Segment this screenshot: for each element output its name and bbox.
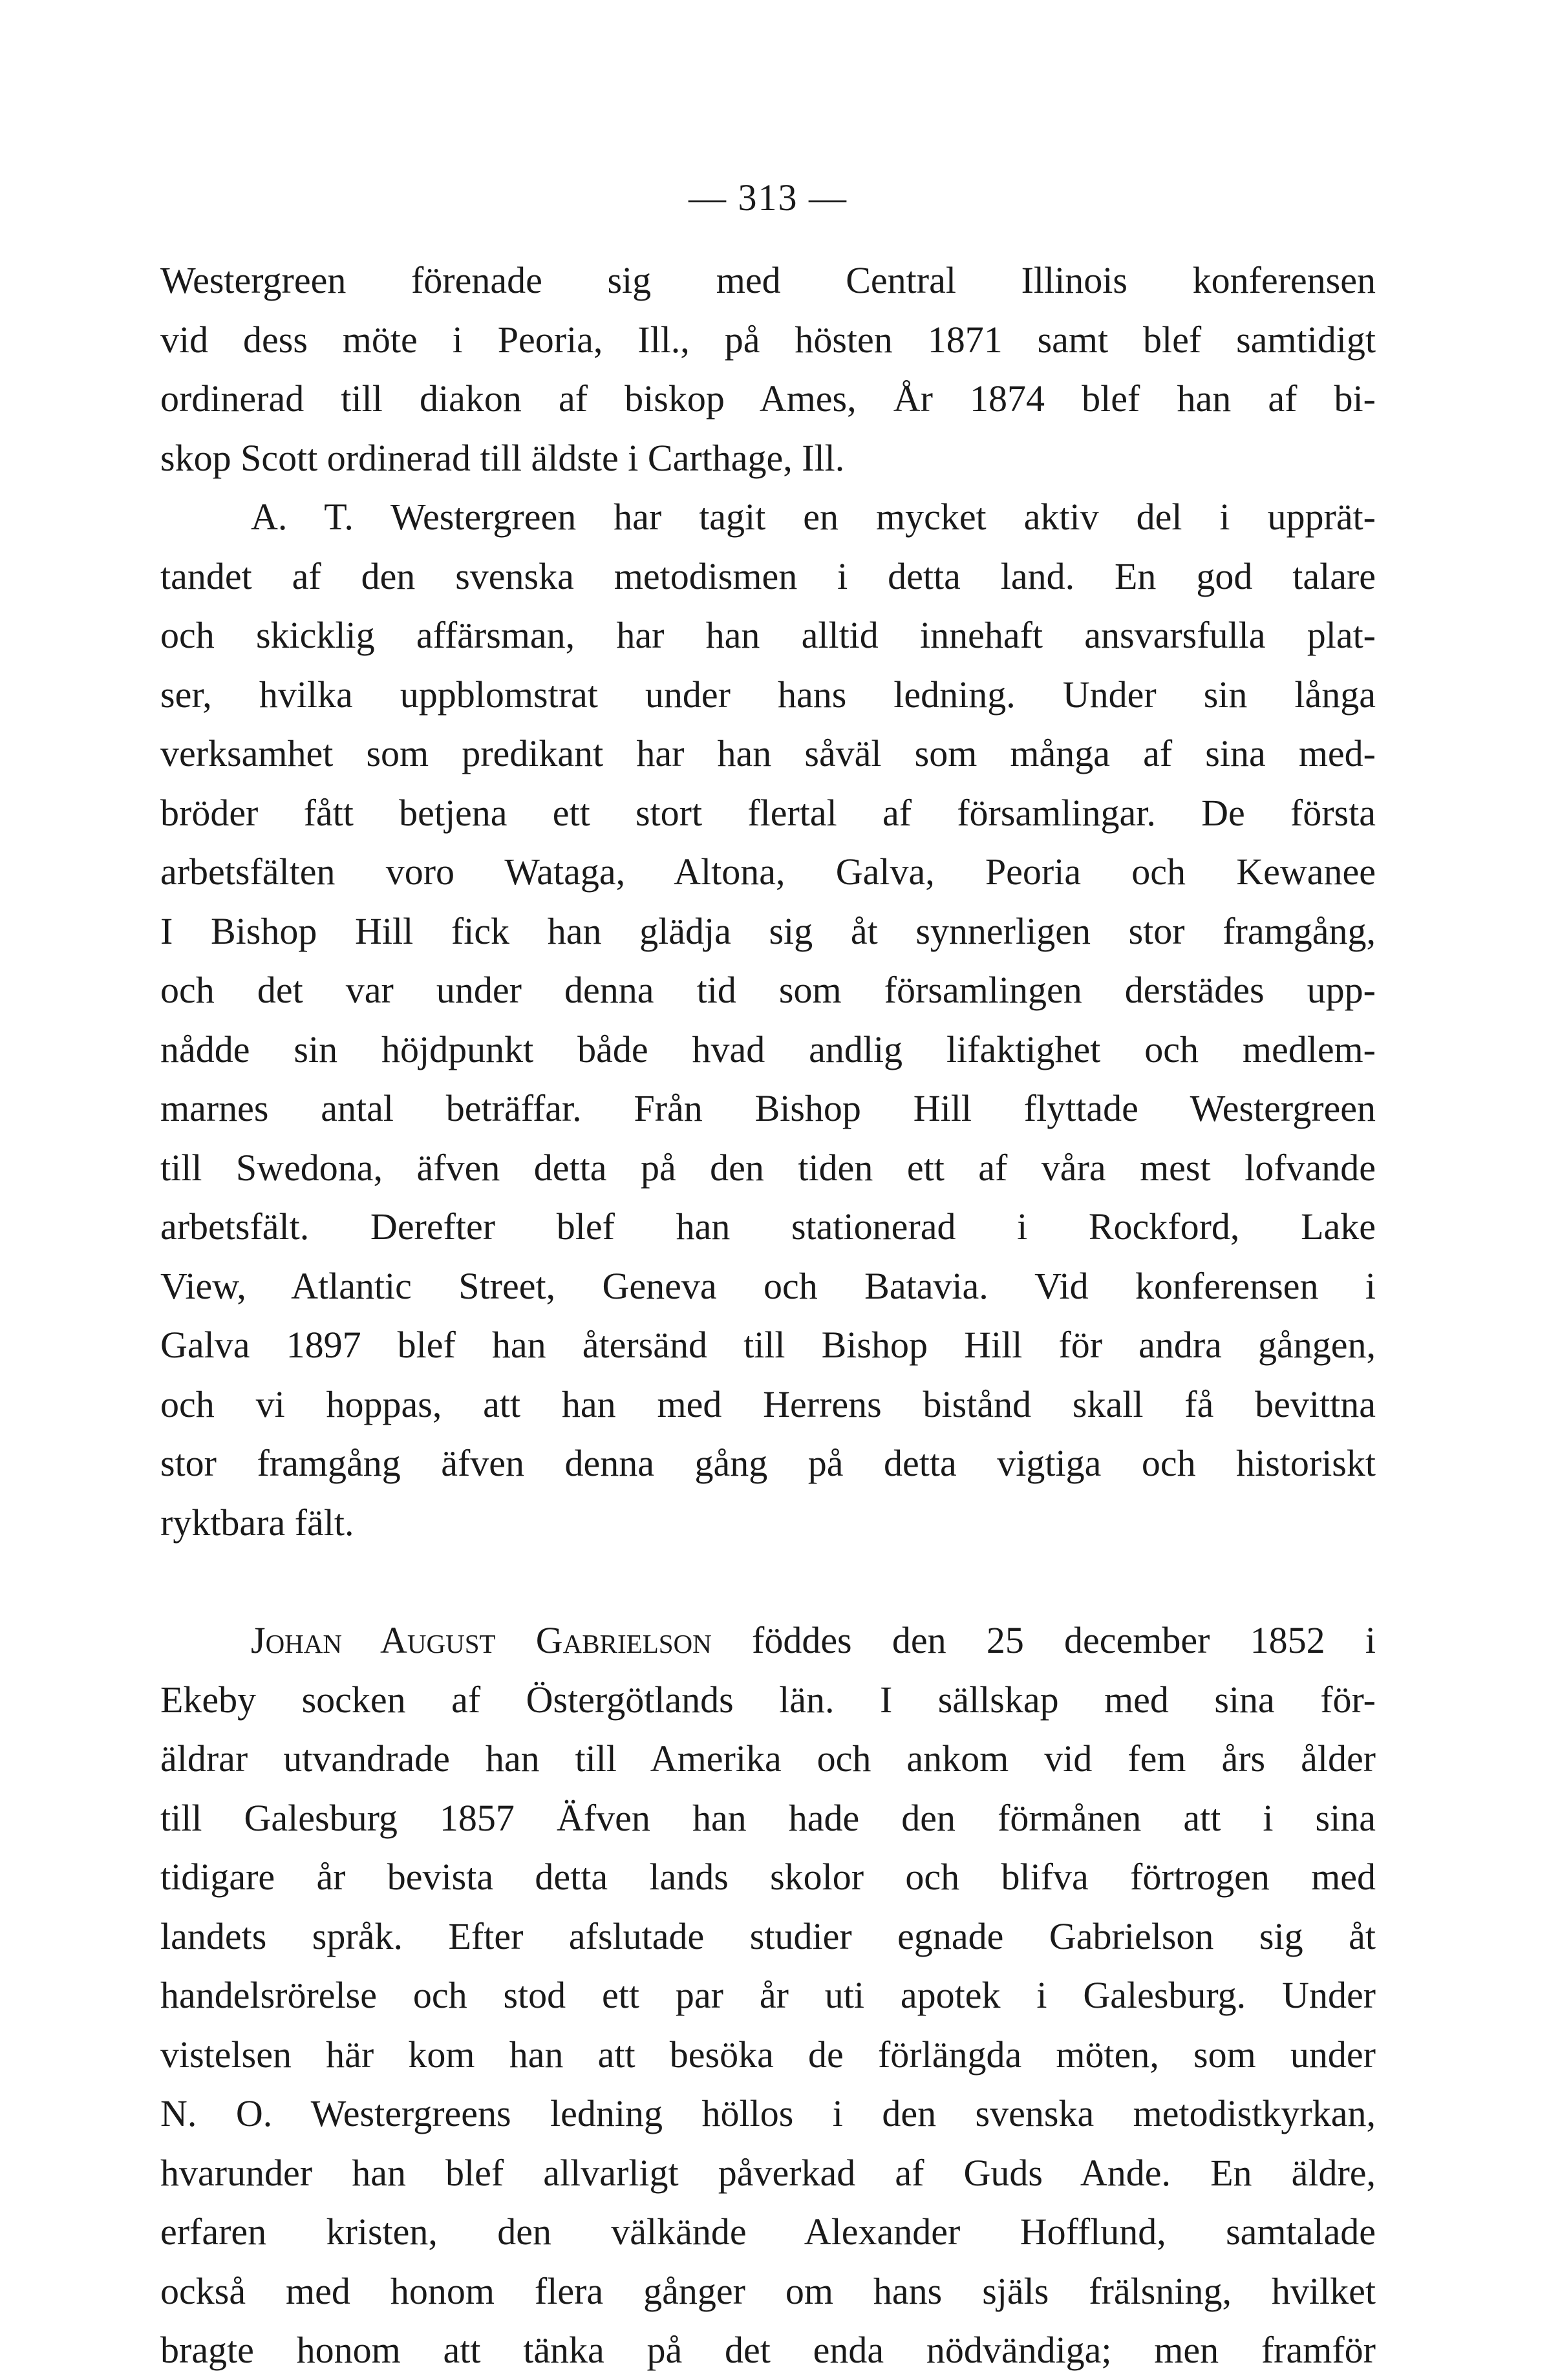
text-line: arbetsfälten voro Wataga, Altona, Galva, Peoria och Kewanee <box>160 851 1376 893</box>
paragraph-gap <box>160 1552 1376 1611</box>
text-line: vid dess möte i Peoria, Ill., på hösten 1871 samt blef samtidigt <box>160 318 1376 361</box>
text-line: Galva 1897 blef han återsänd till Bishop Hill för andra gången, <box>160 1324 1376 1366</box>
text-line: skop Scott ordinerad till äldste i Carthage, Ill. <box>160 436 845 479</box>
text-line: landets språk. Efter afslutade studier egnade Gabrielson sig åt <box>160 1915 1376 1957</box>
text-line: och det var under denna tid som församlingen derstädes upp- <box>160 969 1376 1011</box>
text-line: äldrar utvandrade han till Amerika och ankom vid fem års ålder <box>160 1737 1376 1780</box>
text-line: och vi hoppas, att han med Herrens bistånd skall få bevittna <box>160 1383 1376 1425</box>
text-fragment: föddes den 25 december 1852 i <box>752 1619 1376 1661</box>
text-line: hvarunder han blef allvarligt påverkad af Guds Ande. En äldre, <box>160 2151 1376 2194</box>
text-line: I Bishop Hill fick han glädja sig åt synnerligen stor framgång, <box>160 909 1376 952</box>
text-line: och skicklig affärsman, har han alltid innehaft ansvarsfulla plat- <box>160 614 1376 656</box>
text-line: vistelsen här kom han att besöka de förlängda möten, som under <box>160 2033 1376 2076</box>
text-line: ser, hvilka uppblomstrat under hans ledning. Under sin långa <box>160 673 1376 716</box>
text-line: också med honom flera gånger om hans själs frälsning, hvilket <box>160 2269 1376 2312</box>
text-line: bragte honom att tänka på det enda nödvändiga; men framför <box>160 2329 1376 2371</box>
text-line: marnes antal beträffar. Från Bishop Hill flyttade Westergreen <box>160 1087 1376 1129</box>
text-line: ryktbara fält. <box>160 1501 354 1544</box>
paragraph-westergreen-career <box>160 487 1376 1552</box>
text-line: nådde sin höjdpunkt både hvad andlig lifaktighet och medlem- <box>160 1028 1376 1070</box>
text-line: ordinerad till diakon af biskop Ames, År 1874 blef han af bi- <box>160 377 1376 420</box>
text-line: till Swedona, äfven detta på den tiden ett af våra mest lofvande <box>160 1146 1376 1189</box>
text-line: verksamhet som predikant har han såväl som många af sina med- <box>160 732 1376 774</box>
text-line: bröder fått betjena ett stort flertal af församlingar. De första <box>160 791 1376 834</box>
text-line: stor framgång äfven denna gång på detta vigtiga och historiskt <box>160 1442 1376 1484</box>
paragraph-westergreen-ordination <box>160 251 1376 487</box>
text-line: Ekeby socken af Östergötlands län. I sällskap med sina för- <box>160 1678 1376 1721</box>
text-line: tandet af den svenska metodismen i detta land. En god talare <box>160 555 1376 597</box>
text-line: Westergreen förenade sig med Central Illinois konferensen <box>160 259 1376 301</box>
text-line <box>160 1611 1376 1670</box>
text-line: N. O. Westergreens ledning höllos i den svenska metodistkyrkan, <box>160 2092 1376 2134</box>
book-page <box>160 175 1376 2380</box>
paragraph-gabrielson-biography <box>160 1611 1376 2380</box>
text-line: A. T. Westergreen har tagit en mycket aktiv del i upprät- <box>251 496 1376 538</box>
text-line: till Galesburg 1857 Äfven han hade den förmånen att i sina <box>160 1796 1376 1839</box>
page-number: — 313 — <box>689 176 848 218</box>
text-line: erfaren kristen, den välkände Alexander Hofflund, samtalade <box>160 2211 1376 2253</box>
person-name: Johan August Gabrielson <box>251 1619 712 1661</box>
text-line: handelsrörelse och stod ett par år uti apotek i Galesburg. Under <box>160 1974 1376 2016</box>
text-line: View, Atlantic Street, Geneva och Batavia. Vid konferensen i <box>160 1264 1376 1307</box>
text-line: arbetsfält. Derefter blef han stationerad i Rockford, Lake <box>160 1206 1376 1248</box>
text-line: tidigare år bevista detta lands skolor och blifva förtrogen med <box>160 1856 1376 1898</box>
